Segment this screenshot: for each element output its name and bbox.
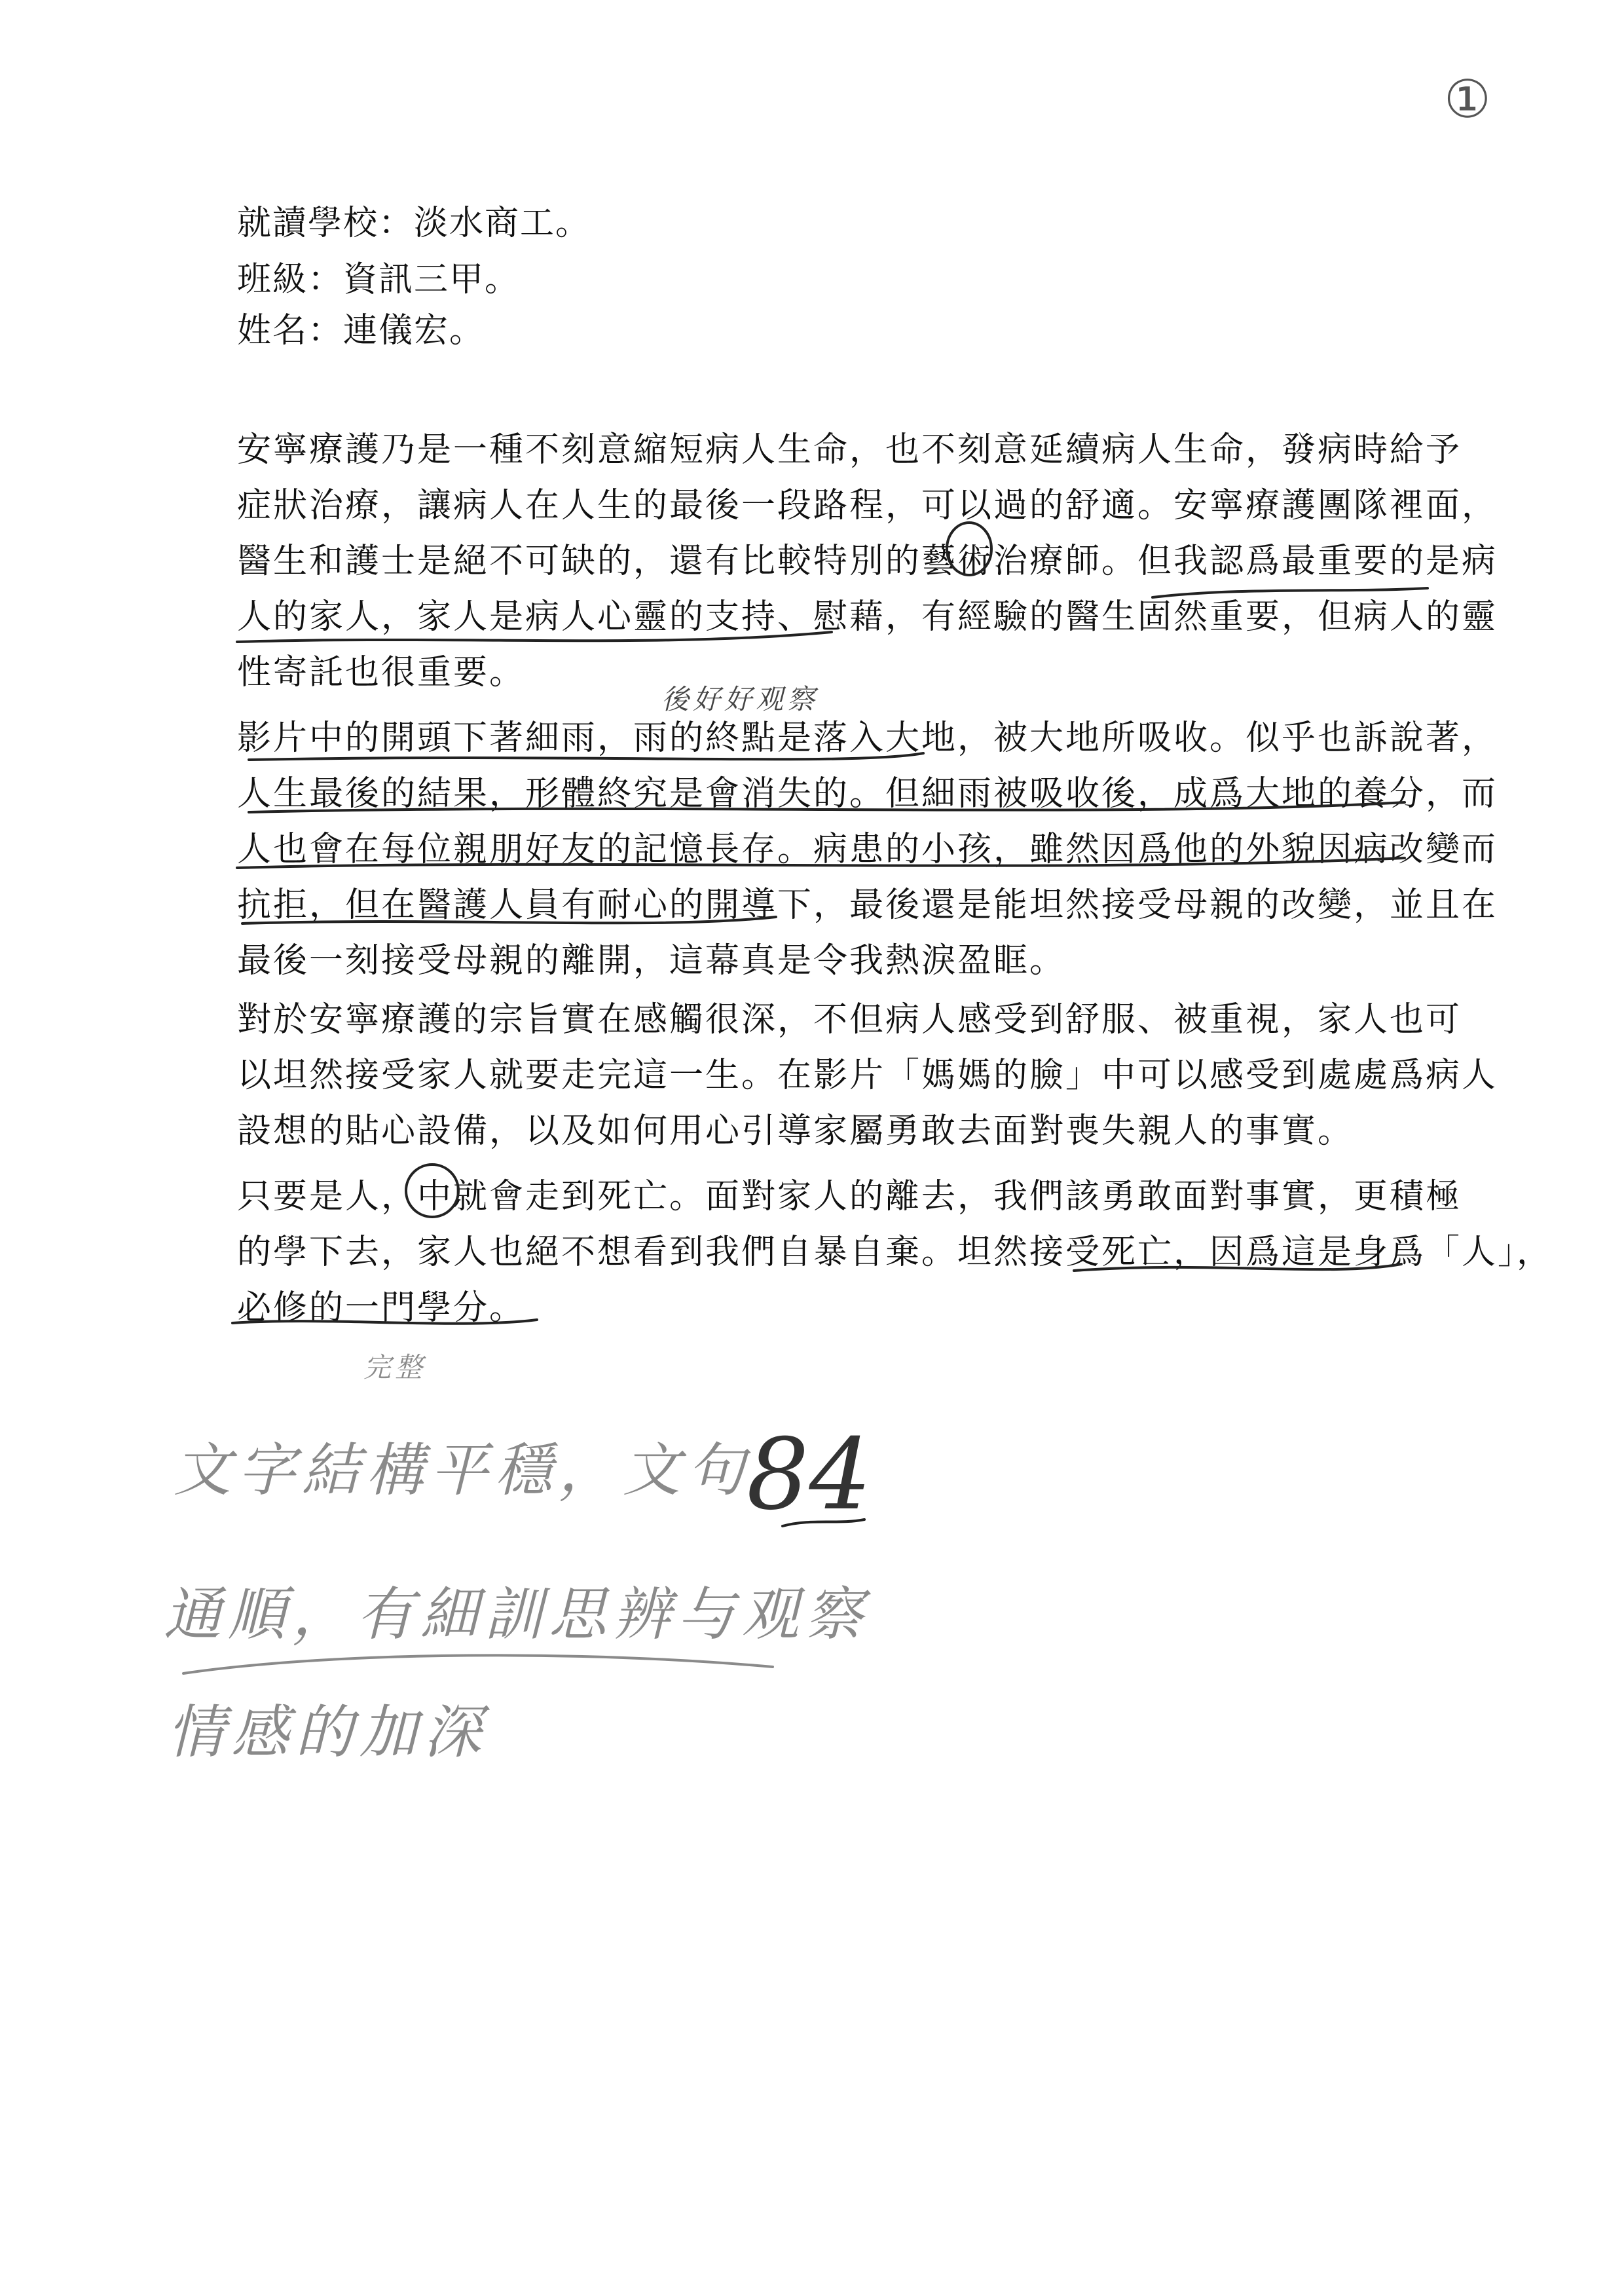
pencil-comment-line-2: 通順，有細訓思辨与观察 — [164, 1580, 870, 1648]
paragraph-line: 人也會在每位親朋好友的記憶長存。病患的小孩，雖然因爲他的外貌因病改變而 — [237, 830, 1498, 869]
paragraph-line: 設想的貼心設備，以及如何用心引導家屬勇敢去面對喪失親人的事實。 — [237, 1111, 1354, 1151]
pencil-comment-line-1: 文字結構平穩，文句 — [174, 1436, 752, 1504]
score-mark: 84 — [747, 1418, 872, 1532]
paragraph-line: 必修的一門學分。 — [237, 1288, 526, 1328]
paragraph-line: 性寄託也很重要。 — [237, 653, 526, 692]
pencil-note-small: 完整 — [363, 1351, 427, 1383]
paragraph-line: 影片中的開頭下著細雨，雨的終點是落入大地，被大地所吸收。似乎也訴說著， — [237, 718, 1498, 758]
paragraph-line: 抗拒，但在醫護人員有耐心的開導下，最後還是能坦然接受母親的改變，並且在 — [237, 886, 1498, 925]
pencil-comment-line-3: 情感的加深 — [167, 1698, 489, 1766]
essay-paragraph-3 — [237, 992, 1498, 1159]
paragraph-line: 人的家人，家人是病人心靈的支持、慰藉，有經驗的醫生固然重要，但病人的靈 — [237, 597, 1498, 637]
school-line: 就讀學校：淡水商工。 — [237, 204, 591, 243]
page-number-mark: ① — [1444, 69, 1491, 130]
paragraph-line: 的學下去，家人也絕不想看到我們自暴自棄。坦然接受死亡，因爲這是身爲「人」， — [237, 1233, 1553, 1272]
paragraph-line: 安寧療護乃是一種不刻意縮短病人生命，也不刻意延續病人生命，發病時給予 — [237, 430, 1462, 470]
paragraph-line: 症狀治療，讓病人在人生的最後一段路程，可以過的舒適。安寧療護團隊裡面， — [237, 486, 1498, 525]
paragraph-line: 對於安寧療護的宗旨實在感觸很深，不但病人感受到舒服、被重視，家人也可 — [237, 1000, 1462, 1039]
teacher-note-above-text: 後好好观察 — [661, 683, 819, 715]
paragraph-line: 最後一刻接受母親的離開，這幕真是令我熱淚盈眶。 — [237, 941, 1066, 980]
student-name-line: 姓名：連儀宏。 — [237, 311, 485, 350]
paragraph-line: 只要是人，中就會走到死亡。面對家人的離去，我們該勇敢面對事實，更積極 — [237, 1177, 1462, 1216]
essay-paragraph-1 — [237, 422, 1498, 701]
essay-paragraph-2 — [237, 711, 1498, 989]
pencil-underline-mark — [183, 1655, 773, 1673]
paragraph-line: 人生最後的結果，形體終究是會消失的。但細雨被吸收後，成爲大地的養分，而 — [237, 774, 1498, 813]
essay-paragraph-4 — [237, 1169, 1553, 1336]
paragraph-line: 以坦然接受家人就要走完這一生。在影片「媽媽的臉」中可以感受到處處爲病人 — [237, 1056, 1498, 1095]
class-line: 班級：資訊三甲。 — [237, 260, 521, 299]
paragraph-line: 醫生和護士是絕不可缺的，還有比較特別的藝術治療師。但我認爲最重要的是病 — [237, 542, 1498, 581]
